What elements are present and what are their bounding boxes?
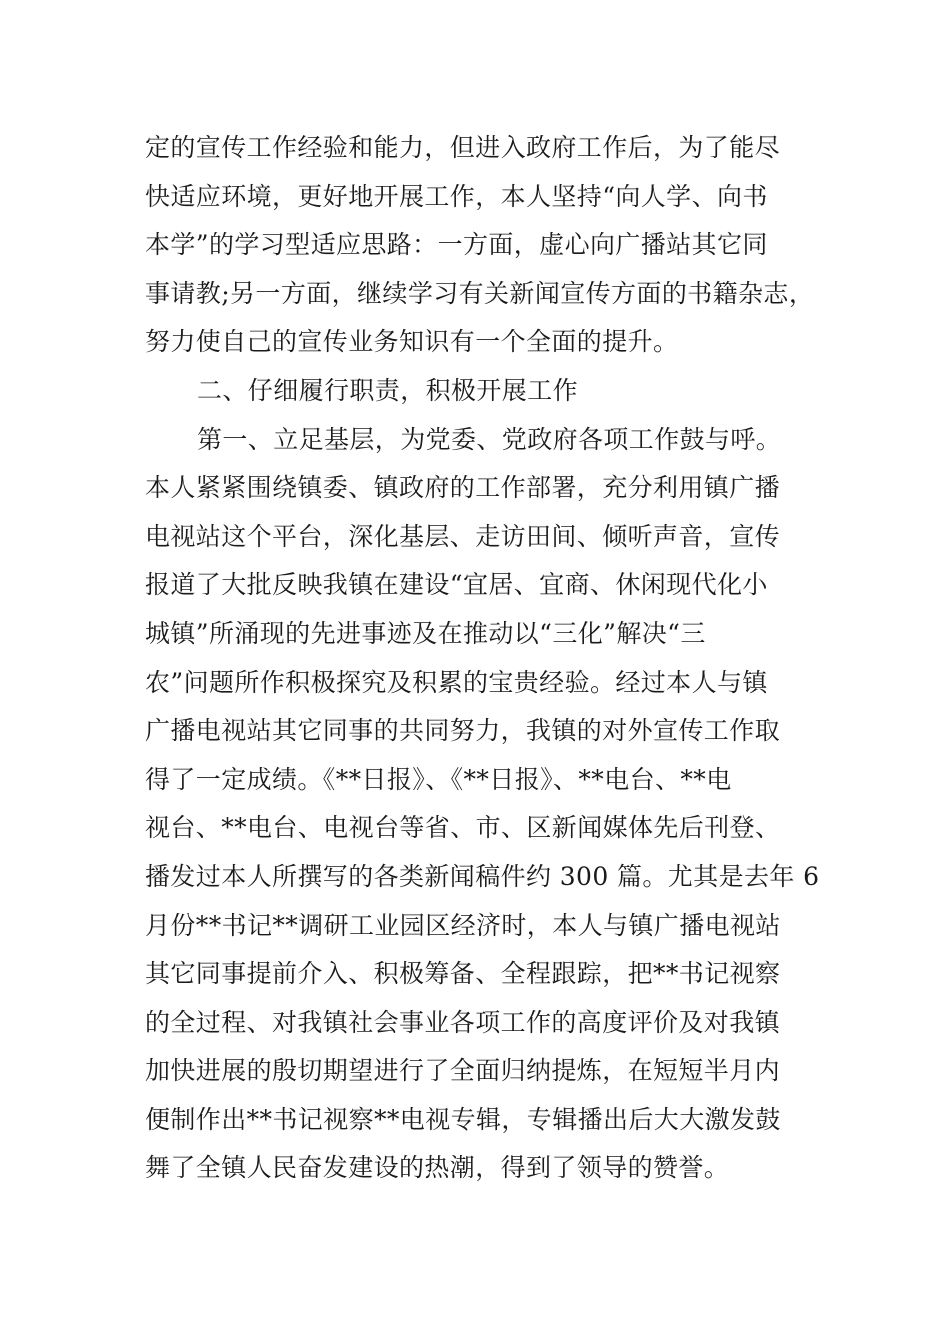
text-line: 报道了大批反映我镇在建设“宜居、宜商、休闲现代化小: [145, 570, 768, 600]
section-heading: 二、仔细履行职责，积极开展工作: [197, 375, 579, 405]
text-line: 努力使自己的宣传业务知识有一个全面的提升。: [145, 327, 679, 357]
text-line: 得了一定成绩。《**日报》、《**日报》、**电台、**电: [145, 764, 732, 794]
text-line: 便制作出**书记视察**电视专辑，专辑播出后大大激发鼓: [145, 1104, 781, 1134]
text-line: 播发过本人所撰写的各类新闻稿件约 300 篇。尤其是去年 6: [145, 861, 820, 891]
document-body: [145, 124, 820, 1193]
text-line: 本学”的学习型适应思路：一方面，虚心向广播站其它同: [145, 230, 768, 260]
text-line: 加快进展的殷切期望进行了全面归纳提炼，在短短半月内: [145, 1056, 781, 1086]
text-line: 事请教;另一方面，继续学习有关新闻宣传方面的书籍杂志，: [145, 278, 815, 308]
text-line: 本人紧紧围绕镇委、镇政府的工作部署，充分利用镇广播: [145, 473, 781, 503]
text-line: 第一、立足基层，为党委、党政府各项工作鼓与呼。: [197, 424, 782, 454]
text-line: 定的宣传工作经验和能力，但进入政府工作后，为了能尽: [145, 133, 781, 162]
text-line: 的全过程、对我镇社会事业各项工作的高度评价及对我镇: [145, 1007, 781, 1037]
text-line: 城镇”所涌现的先进事迹及在推动以“三化”解决“三: [145, 618, 706, 648]
text-line: 农”问题所作积极探究及积累的宝贵经验。经过本人与镇: [145, 667, 768, 697]
text-line: 快适应环境，更好地开展工作，本人坚持“向人学、向书: [145, 181, 768, 211]
text-line: 视台、**电台、电视台等省、市、区新闻媒体先后刊登、: [145, 813, 781, 843]
text-line: 电视站这个平台，深化基层、走访田间、倾听声音，宣传: [145, 521, 781, 551]
text-line: 舞了全镇人民奋发建设的热潮，得到了领导的赞誉。: [145, 1153, 730, 1183]
text-line: 广播电视站其它同事的共同努力，我镇的对外宣传工作取: [145, 716, 781, 746]
text-line: 其它同事提前介入、积极筹备、全程跟踪，把**书记视察: [145, 959, 781, 989]
text-line: 月份**书记**调研工业园区经济时，本人与镇广播电视站: [145, 910, 781, 940]
